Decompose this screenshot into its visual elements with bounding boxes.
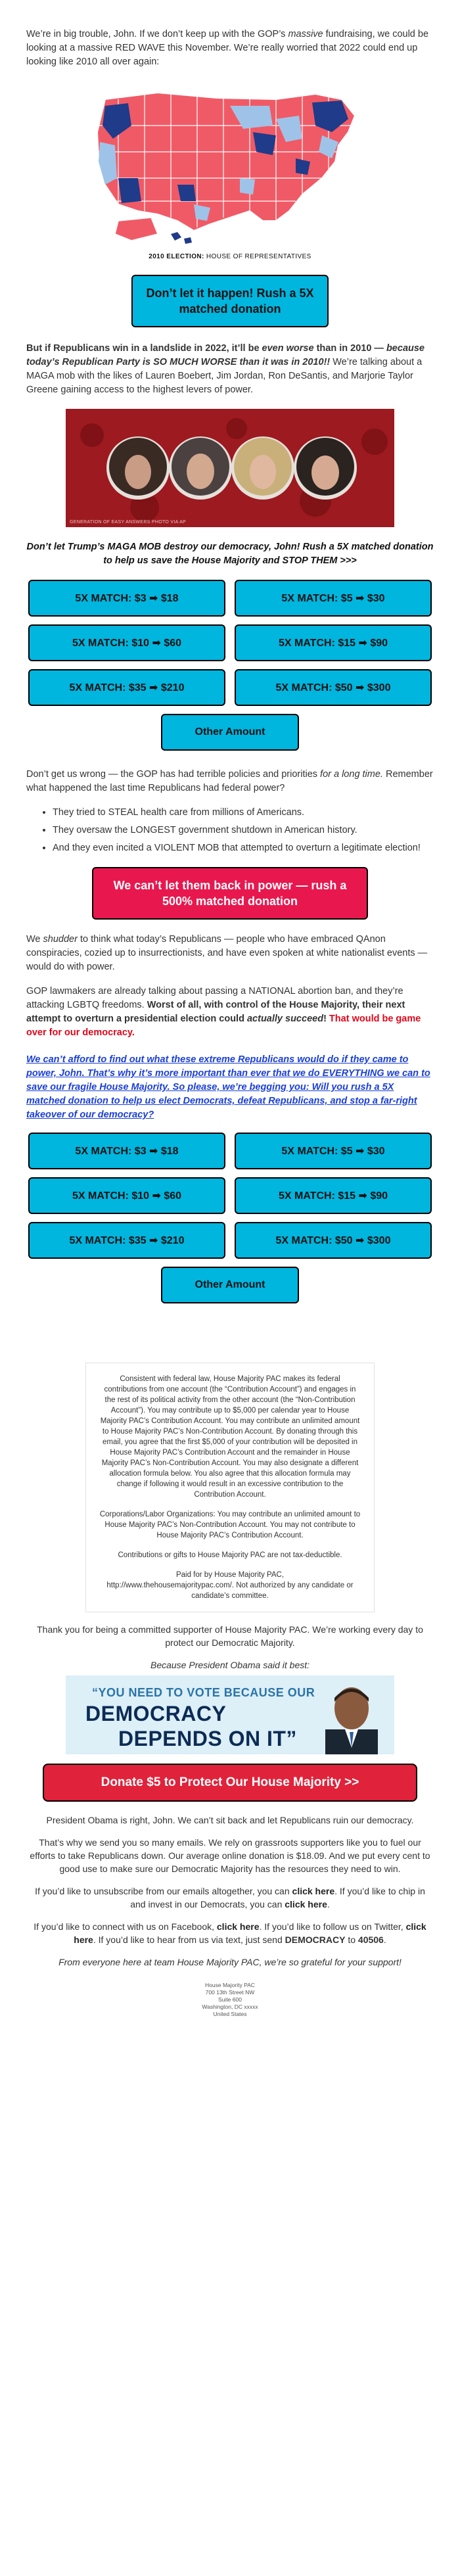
match-10-button[interactable]: 5X MATCH: $10 ➡ $60	[28, 624, 225, 661]
photo-svg	[66, 409, 394, 527]
chip-in-link[interactable]: click here	[285, 1899, 327, 1909]
signoff: From everyone here at team House Majority PAC, we’re so grateful for your support!	[58, 1957, 402, 1967]
worse-than-2010-paragraph: But if Republicans win in a landslide in 2022, it’ll be even worse than in 2010 — because today’s Republican Party is SO MUCH WORSE than it was in 2010!! We’re talking about a MAGA mob with the likes of Lauren Boebert, Jim Jordan, Ron DeSantis, and Marjorie Taylor Greene gaining access to the highest levers of power.	[26, 343, 425, 395]
list-item: • They oversaw the LONGEST government shutdown in American history.	[53, 824, 434, 837]
list-item: • And they even incited a VIOLENT MOB that attempted to overturn a legitimate election!	[53, 841, 434, 855]
donation-grid-2	[26, 1133, 434, 1259]
portrait-1	[106, 436, 170, 500]
donate-5-button[interactable]: Donate $5 to Protect Our House Majority >>	[43, 1764, 417, 1802]
match-10-button[interactable]: 5X MATCH: $10 ➡ $60	[28, 1177, 225, 1214]
other-amount-button[interactable]: Other Amount	[161, 714, 299, 751]
quote-line-2: DEMOCRACY	[85, 1702, 227, 1725]
match-50-button[interactable]: 5X MATCH: $50 ➡ $300	[235, 1222, 432, 1259]
us-house-2010-map	[79, 80, 381, 250]
match-3-button[interactable]: 5X MATCH: $3 ➡ $18	[28, 580, 225, 617]
disclaimer-tax: Contributions or gifts to House Majority PAC are not tax-deductible.	[118, 1551, 342, 1559]
gop-figures-photo	[66, 409, 394, 527]
stop-them-ask: Don’t let Trump’s MAGA MOB destroy our democracy, John! Rush a 5X matched donation to help us save the House Majority and STOP THEM >>>	[26, 542, 434, 566]
match-50-button[interactable]: 5X MATCH: $50 ➡ $300	[235, 669, 432, 706]
map-caption: 2010 ELECTION: HOUSE OF REPRESENTATIVES	[149, 253, 311, 260]
quote-line-3: DEPENDS ON IT”	[118, 1727, 297, 1750]
portrait-2	[169, 436, 232, 500]
paid-for-by: Paid for by House Majority PAC, http://www.thehousemajoritypac.com/. Not authorized by any candidate or candidate’s committee.	[106, 1571, 354, 1600]
match-3-button[interactable]: 5X MATCH: $3 ➡ $18	[28, 1133, 225, 1169]
quote-line-1: “YOU NEED TO VOTE BECAUSE OUR	[92, 1686, 315, 1699]
obama-intro: Because President Obama said it best:	[150, 1660, 310, 1670]
match-35-button[interactable]: 5X MATCH: $35 ➡ $210	[28, 1222, 225, 1259]
photo-credit: GENERATION OF EASY ANSWERS PHOTO VIA AP	[70, 520, 187, 525]
shudder-paragraph: We shudder to think what today’s Republicans — people who have embraced QAnon conspiracies, cozied up to insurrectionists, and have even spoken at white nationalist events — would do with power.	[26, 934, 428, 972]
rush-500-percent-button[interactable]: We can’t let them back in power — rush a 500% matched donation	[92, 867, 368, 920]
match-5-button[interactable]: 5X MATCH: $5 ➡ $30	[235, 1133, 432, 1169]
mailing-address: House Majority PAC 700 13th Street NW Suite 600 Washington, DC xxxxx United States	[202, 1982, 258, 2017]
rush-matched-donation-button[interactable]: Don’t let it happen! Rush a 5X matched donation	[131, 275, 329, 327]
portrait-3	[231, 436, 294, 500]
legal-disclaimer	[85, 1363, 375, 1612]
match-35-button[interactable]: 5X MATCH: $35 ➡ $210	[28, 669, 225, 706]
intro-paragraph: We’re in big trouble, John. If we don’t keep up with the GOP’s massive fundraising, we could be looking at a massive RED WAVE this November. We’re really worried that 2022 could end up looking like 2010 all over again:	[26, 29, 429, 67]
obama-right-paragraph: President Obama is right, John. We can’t sit back and let Republicans ruin our democracy.	[46, 1815, 414, 1825]
obama-portrait	[315, 1675, 388, 1754]
map-svg	[79, 80, 381, 250]
donation-link-paragraph	[26, 1053, 434, 1122]
abortion-ban-paragraph: GOP lawmakers are already talking about passing a NATIONAL abortion ban, and they’re attacking LGBTQ freedoms. Worst of all, with control of the House Majority, their next attempt to overturn a presidential election could actually succeed! That would be game over for our democracy.	[26, 986, 421, 1038]
thanks-paragraph: Thank you for being a committed supporter of House Majority PAC. We’re working every day to protect our Democratic Majority.	[37, 1624, 423, 1648]
gop-record-list	[53, 806, 434, 855]
rush-5x-donation-link[interactable]: We can’t afford to find out what these extreme Republicans would do if they came to power, John. That’s why it’s more important than ever that we do EVERYTHING we can to save our fragile House Majority. So please, we’re begging you: Will you rush a 5X matched donation to help us elect Democrats, defeat Republicans, and stop a far-right takeover of our democracy?	[26, 1054, 430, 1120]
unsubscribe-link[interactable]: click here	[292, 1886, 335, 1896]
facebook-link[interactable]: click here	[216, 1921, 260, 1932]
match-5-button[interactable]: 5X MATCH: $5 ➡ $30	[235, 580, 432, 617]
grassroots-paragraph: That’s why we send you so many emails. We rely on grassroots supporters like you to fuel our efforts to take Republicans down. Our average online donation is $18.09. And we put every cent to good use to make sure our Democratic Majority has the resources they need to win.	[30, 1837, 430, 1874]
list-item: • They tried to STEAL health care from millions of Americans.	[53, 806, 434, 820]
disclaimer-corporations: Corporations/Labor Organizations: You may contribute an unlimited amount to House Majority PAC’s Non-Contribution Account. You may not contribute to House Majority PAC’s Contribution Account.	[99, 1510, 361, 1539]
unsubscribe-paragraph: If you’d like to unsubscribe from our emails altogether, you can click here. If you’d like to chip in and invest in our Democrats, you can click here.	[35, 1886, 425, 1909]
match-15-button[interactable]: 5X MATCH: $15 ➡ $90	[235, 624, 432, 661]
twitter-link[interactable]: click here	[74, 1921, 426, 1945]
disclaimer-accounts: Consistent with federal law, House Majority PAC makes its federal contributions from one account (the “Contribution Account”) and engages in the rest of its political activity from the other account (the “Non-Contribution Account”). You may contribute up to $5,000 per calendar year to House Majority PAC’s Contribution Account. You may contribute an unlimited amount to House Majority PAC’s Non-Contribution Account. By donating through this email, you agree that the first $5,000 of your contribution will be deposited in House Majority PAC’s Contribution Account and the remainder in House Majority PAC’s Non-Contribution Account. You may also designate a different allocation formula below. You also agree that this allocation formula may change if following it would result in an excessive contribution to the Contribution Account.	[100, 1375, 360, 1499]
gop-history-paragraph: Don’t get us wrong — the GOP has had terrible policies and priorities for a long time. Remember what happened the last time Republicans had federal power?	[26, 769, 433, 793]
other-amount-button[interactable]: Other Amount	[161, 1267, 299, 1303]
social-paragraph: If you’d like to connect with us on Facebook, click here. If you’d like to follow us on Twitter, click here. If you’d like to hear from us via text, just send DEMOCRACY to 40506.	[34, 1921, 426, 1945]
portrait-4	[294, 436, 357, 500]
obama-quote-image	[66, 1675, 394, 1754]
email-body	[26, 28, 434, 2018]
donation-grid-1	[26, 580, 434, 706]
match-15-button[interactable]: 5X MATCH: $15 ➡ $90	[235, 1177, 432, 1214]
